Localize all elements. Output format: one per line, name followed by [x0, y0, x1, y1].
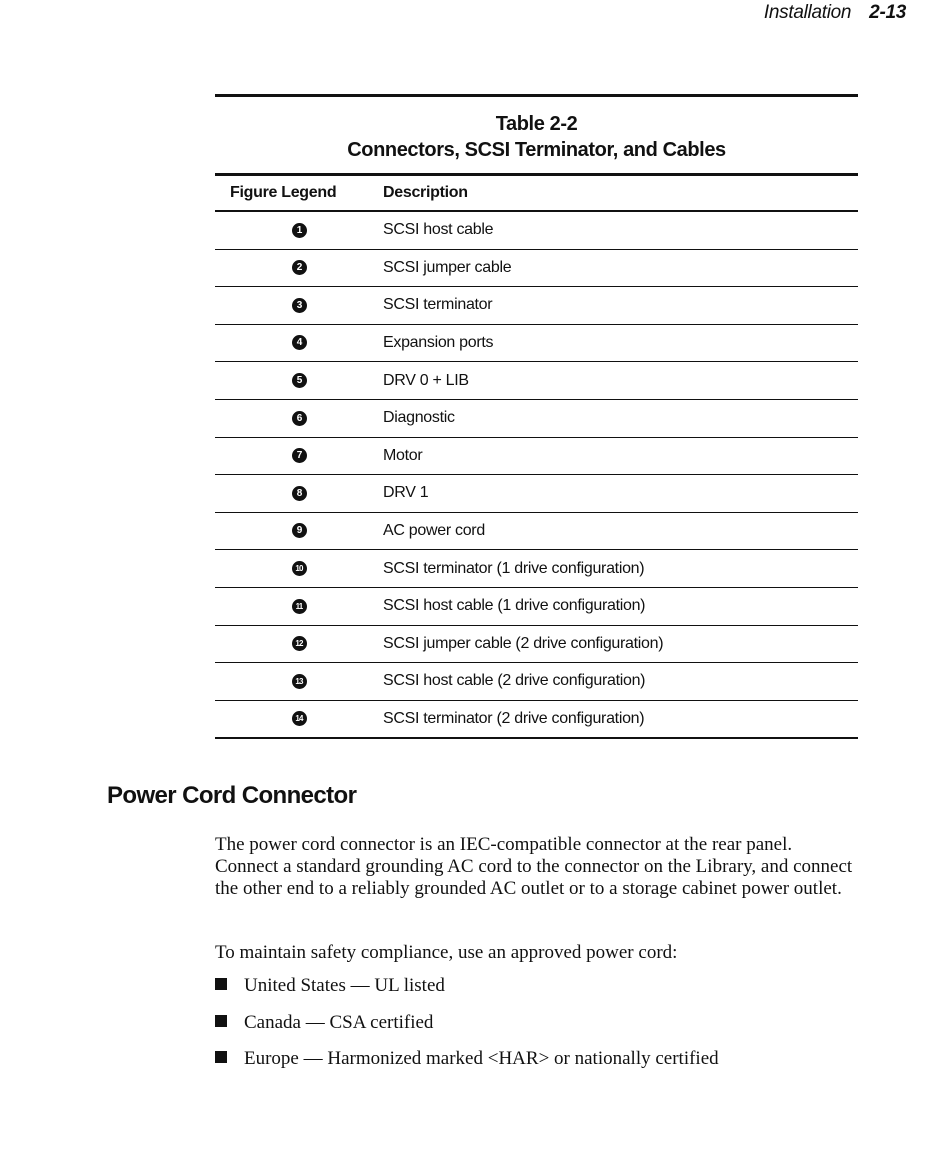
description-cell: AC power cord [383, 512, 858, 550]
table-row [215, 437, 858, 475]
figure-legend-cell [215, 625, 383, 663]
list-item [215, 975, 719, 1012]
description-cell: SCSI host cable (1 drive configuration) [383, 587, 858, 625]
legend-number-badge: 11 [292, 599, 307, 614]
square-bullet-icon [215, 1051, 227, 1063]
legend-number-badge: 12 [292, 636, 307, 651]
legend-number-badge: 5 [292, 373, 307, 388]
legend-number-badge: 8 [292, 486, 307, 501]
table-row [215, 475, 858, 513]
column-header-figure-legend: Figure Legend [215, 175, 383, 212]
description-cell: Motor [383, 437, 858, 475]
figure-legend-cell [215, 287, 383, 325]
table-row [215, 625, 858, 663]
description-cell: SCSI jumper cable [383, 249, 858, 287]
section-heading: Power Cord Connector [107, 782, 357, 809]
list-item-text: Europe — Harmonized marked <HAR> or nationally certified [244, 1048, 719, 1069]
legend-number-badge: 4 [292, 335, 307, 350]
description-cell: SCSI terminator [383, 287, 858, 325]
table-row [215, 587, 858, 625]
table-header-row [215, 175, 858, 212]
figure-legend-cell [215, 249, 383, 287]
table-row [215, 324, 858, 362]
figure-legend-cell [215, 437, 383, 475]
legend-number-badge: 3 [292, 298, 307, 313]
table-row [215, 362, 858, 400]
table-row [215, 399, 858, 437]
table-row [215, 512, 858, 550]
table-row [215, 550, 858, 588]
description-cell: DRV 0 + LIB [383, 362, 858, 400]
table-caption [215, 97, 858, 173]
list-item [215, 1048, 719, 1085]
list-item-text: Canada — CSA certified [244, 1011, 434, 1033]
figure-legend-cell [215, 550, 383, 588]
table-row [215, 700, 858, 738]
table-row [215, 287, 858, 325]
description-cell: SCSI host cable [383, 211, 858, 249]
table-row [215, 211, 858, 249]
connectors-table [215, 173, 858, 739]
description-cell: DRV 1 [383, 475, 858, 513]
description-cell: SCSI jumper cable (2 drive configuration) [383, 625, 858, 663]
page-number: 2-13 [869, 2, 906, 23]
legend-number-badge: 6 [292, 411, 307, 426]
running-head-section: Installation [763, 2, 852, 23]
body-paragraph-safety: To maintain safety compliance, use an approved power cord: [215, 942, 678, 963]
figure-legend-cell [215, 475, 383, 513]
approved-cords-list [215, 975, 719, 1085]
description-cell: SCSI terminator (1 drive configuration) [383, 550, 858, 588]
figure-legend-cell [215, 399, 383, 437]
legend-number-badge: 2 [292, 260, 307, 275]
square-bullet-icon [215, 1015, 227, 1027]
figure-legend-cell [215, 587, 383, 625]
legend-number-badge: 10 [292, 561, 307, 576]
legend-number-badge: 7 [292, 448, 307, 463]
body-paragraph-power-cord: The power cord connector is an IEC-compatible connector at the rear panel. Connect a standard grounding AC cord to the connector on the Library, and connect the other end to a reliably grounded AC outlet or to a storage cabinet power outlet. [215, 834, 853, 899]
description-cell: Expansion ports [383, 324, 858, 362]
description-cell: SCSI host cable (2 drive configuration) [383, 663, 858, 701]
table-row [215, 663, 858, 701]
connectors-table-block [215, 94, 858, 739]
table-row [215, 249, 858, 287]
legend-number-badge: 1 [292, 223, 307, 238]
figure-legend-cell [215, 512, 383, 550]
table-number: Table 2-2 [495, 113, 578, 135]
square-bullet-icon [215, 978, 227, 990]
figure-legend-cell [215, 700, 383, 738]
legend-number-badge: 14 [292, 711, 307, 726]
legend-number-badge: 9 [292, 523, 307, 538]
figure-legend-cell [215, 211, 383, 249]
description-cell: SCSI terminator (2 drive configuration) [383, 700, 858, 738]
running-head [764, 2, 906, 24]
figure-legend-cell [215, 324, 383, 362]
column-header-description: Description [383, 175, 858, 212]
figure-legend-cell [215, 362, 383, 400]
table-title: Connectors, SCSI Terminator, and Cables [347, 139, 726, 161]
figure-legend-cell [215, 663, 383, 701]
list-item-text: United States — UL listed [244, 975, 445, 996]
legend-number-badge: 13 [292, 674, 307, 689]
table-body [215, 211, 858, 738]
list-item [215, 1012, 719, 1049]
description-cell: Diagnostic [383, 399, 858, 437]
